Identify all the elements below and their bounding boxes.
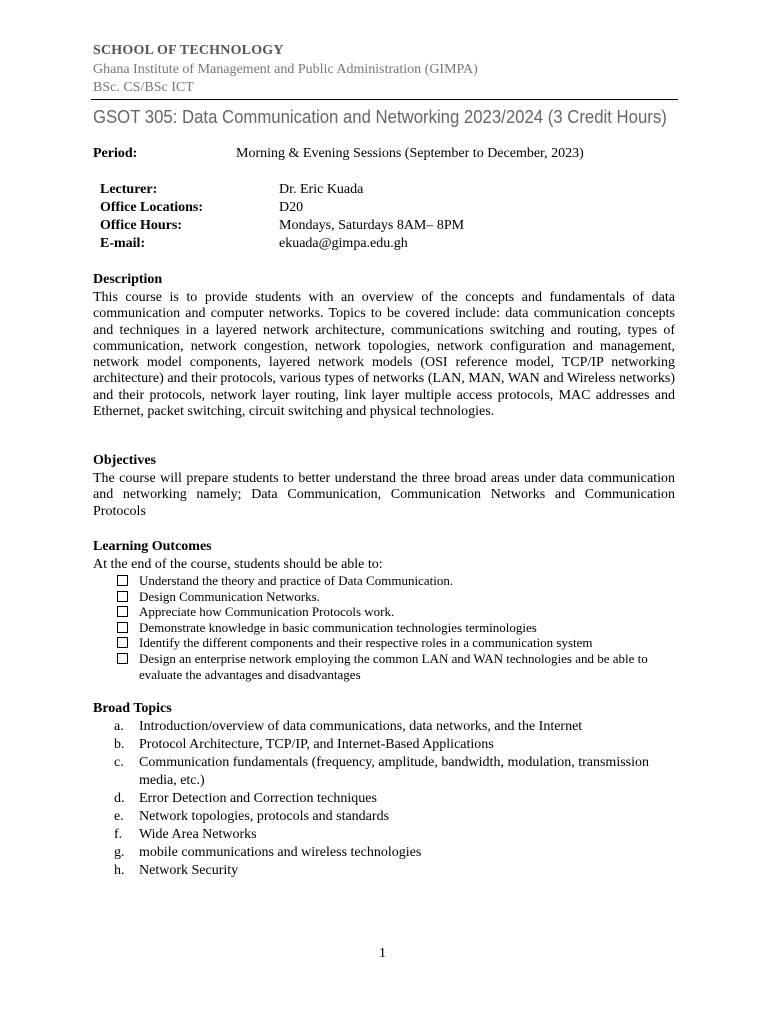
topic-text: Protocol Architecture, TCP/IP, and Internet-Based Applications (139, 737, 494, 752)
list-item (117, 651, 682, 682)
topic-text: Wide Area Networks (139, 827, 257, 842)
period-label: Period: (93, 146, 138, 161)
checkbox-square-icon (117, 622, 128, 633)
info-label: Office Locations: (100, 200, 204, 215)
list-marker: g. (114, 845, 125, 860)
programme-name: BSc. CS/BSc ICT (93, 80, 194, 95)
topic-text: Network topologies, protocols and standards (139, 809, 390, 824)
outcome-text: Demonstrate knowledge in basic communication technologies terminologies (139, 619, 537, 635)
checkbox-square-icon (117, 637, 128, 648)
page-number: 1 (379, 946, 386, 961)
list-marker: a. (114, 719, 124, 734)
list-item (114, 808, 654, 826)
checkbox-square-icon (117, 575, 128, 586)
broad-topics-list (114, 718, 654, 880)
learning-outcomes-heading: Learning Outcomes (93, 539, 212, 554)
objectives-text: The course will prepare students to better understand the three broad areas under data communication and networking namely; Data Communication, Communication Networks and Communication Protocols (93, 471, 675, 519)
list-item (114, 862, 654, 880)
info-value: D20 (279, 200, 304, 215)
description-heading: Description (93, 272, 163, 287)
outcome-text: Appreciate how Communication Protocols work. (139, 604, 395, 620)
course-title: GSOT 305: Data Communication and Networking 2023/2024 (3 Credit Hours) (93, 107, 667, 127)
list-item (117, 589, 682, 605)
outcome-text: Understand the theory and practice of Data Communication. (139, 573, 454, 588)
period-value: Morning & Evening Sessions (September to December, 2023) (236, 146, 584, 161)
learning-outcomes-intro: At the end of the course, students should be able to: (93, 557, 383, 572)
institution-name: Ghana Institute of Management and Public Administration (GIMPA) (93, 62, 478, 77)
info-value: Mondays, Saturdays 8AM– 8PM (279, 218, 465, 233)
list-marker: f. (114, 827, 123, 842)
list-item (114, 790, 654, 808)
list-marker: d. (114, 791, 125, 806)
list-marker: b. (114, 737, 125, 752)
topic-text: Network Security (139, 863, 239, 878)
outcome-text: Design Communication Networks. (139, 588, 320, 604)
list-item (117, 635, 682, 651)
topic-text: Error Detection and Correction techniques (139, 791, 377, 806)
list-item (114, 826, 654, 844)
list-marker: c. (114, 755, 124, 770)
outcome-text: Identify the different components and their respective roles in a communication system (139, 635, 593, 651)
checkbox-square-icon (117, 653, 128, 664)
topic-text: mobile communications and wireless technologies (139, 845, 422, 860)
checkbox-square-icon (117, 591, 128, 602)
checkbox-square-icon (117, 606, 128, 617)
list-item (114, 754, 654, 790)
outcome-text: Design an enterprise network employing the common LAN and WAN technologies and be able to evaluate the advantages and disadvantages (139, 650, 648, 682)
school-name: SCHOOL OF TECHNOLOGY (93, 43, 284, 58)
list-marker: h. (114, 863, 125, 878)
header-divider (91, 99, 678, 100)
list-item (114, 718, 654, 736)
learning-outcomes-list (117, 573, 682, 682)
topic-text: Introduction/overview of data communications, data networks, and the Internet (139, 719, 583, 734)
objectives-heading: Objectives (93, 453, 156, 468)
list-item (117, 620, 682, 636)
list-item (114, 736, 654, 754)
info-label: Office Hours: (100, 218, 183, 233)
list-item (117, 573, 682, 589)
broad-topics-heading: Broad Topics (93, 701, 172, 716)
list-marker: e. (114, 809, 124, 824)
info-value: Dr. Eric Kuada (279, 182, 364, 197)
email-address: ekuada@gimpa.edu.gh (279, 236, 408, 251)
info-label: E-mail: (100, 236, 146, 251)
list-item (114, 844, 654, 862)
list-item (117, 604, 682, 620)
description-text: This course is to provide students with an overview of the concepts and fundamentals of data communication and computer networks. Topics to be covered include: data communication concepts and techniques in a layered network architecture, communications switching and routing, types of communication, network congestion, network topologies, network configuration and management, network model components, layered network models (OSI reference model, TCP/IP networking architecture) and their protocols, various types of networks (LAN, MAN, WAN and Wireless networks) and their protocols, network layer routing, link layer multiple access protocols, MAC addresses and Ethernet, packet switching, circuit switching and physical technologies. (93, 290, 675, 420)
topic-text: Communication fundamentals (frequency, amplitude, bandwidth, modulation, transmission media, etc.) (139, 755, 649, 788)
info-label: Lecturer: (100, 182, 158, 197)
